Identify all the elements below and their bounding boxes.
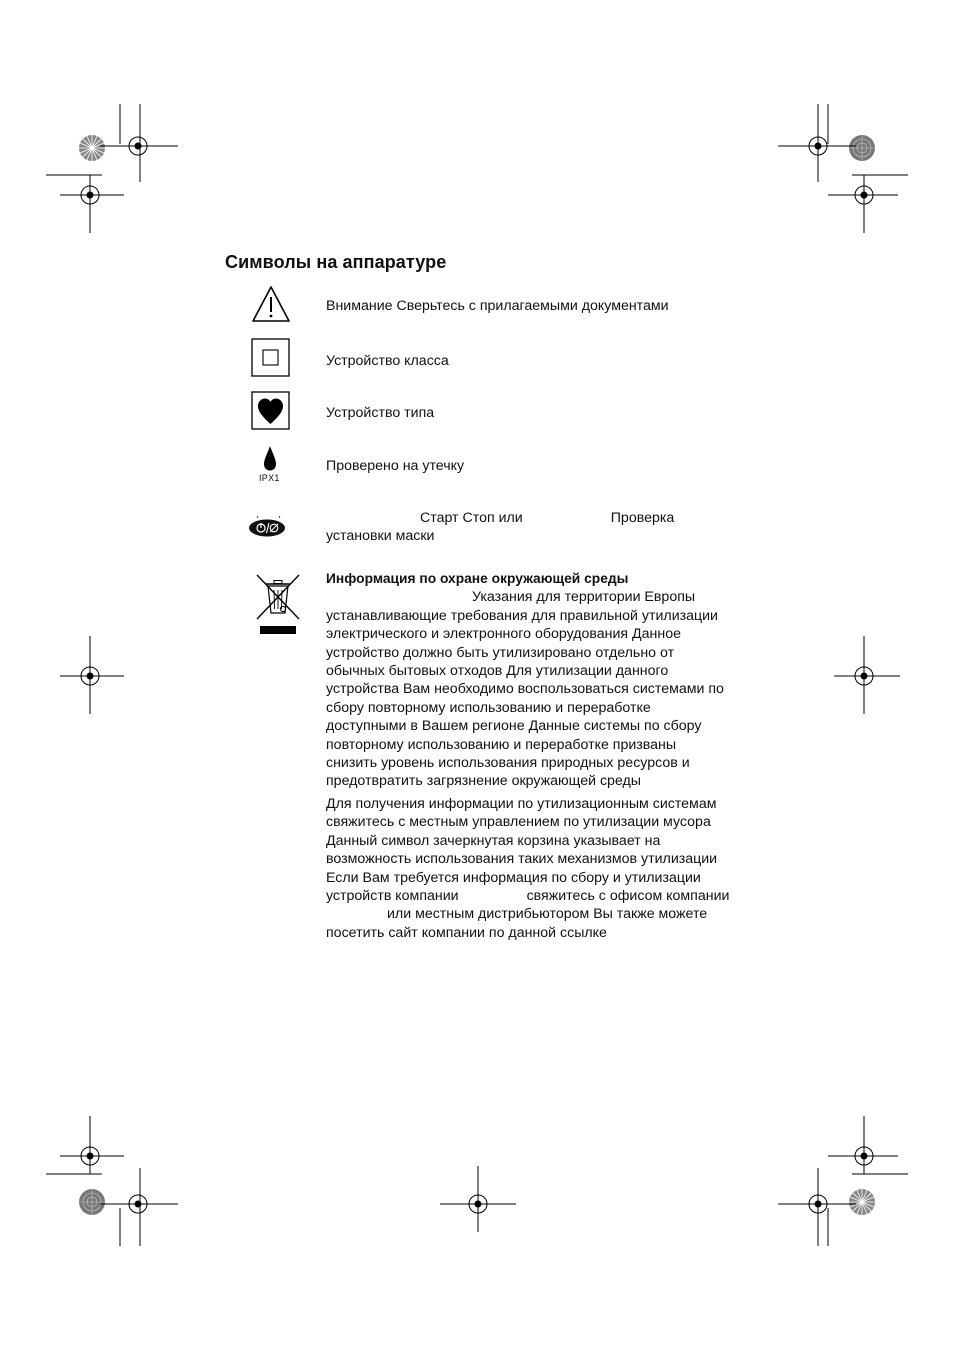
symbol-description — [326, 509, 756, 545]
class-device-square-icon — [251, 338, 290, 382]
crossed-bin-icon — [255, 573, 301, 642]
start-stop-label: Старт Стоп или — [420, 510, 523, 526]
mask-setup-label: установки маски — [326, 528, 435, 544]
ipx-label: IPX1 — [259, 473, 280, 483]
crosshair-mark — [100, 1168, 180, 1248]
crosshair-mark — [778, 1168, 858, 1248]
ipx1-drop-icon — [257, 444, 287, 491]
symbol-description: Устройство типа — [326, 405, 435, 421]
crosshair-mark — [830, 636, 900, 716]
environment-paragraph-2: Для получения информации по утилизационным системам свяжитесь с местным управлением по утилизации мусора Данный символ зачеркнутая корзина указывает на возможность использования таких механизмов утилизации Если Вам требуется информация по сбору и утилизации устройств компании свяжитесь с офисом компании или местным дистрибьютором Вы также можете посетить сайт компании по данной ссылке — [326, 795, 730, 941]
crosshair-mark — [828, 155, 908, 235]
mask-check-label: Проверка — [610, 510, 675, 526]
symbol-description: Проверено на утечку — [326, 458, 465, 474]
environment-info — [326, 570, 756, 942]
environment-title: Информация по охране окружающей среды — [326, 571, 629, 586]
crosshair-mark — [60, 636, 130, 716]
section-heading: Символы на аппаратуре — [225, 252, 447, 272]
start-stop-button-icon — [248, 514, 288, 543]
warning-triangle-icon — [251, 285, 291, 328]
crosshair-mark — [46, 155, 126, 235]
environment-paragraph-1: Указания для территории Европы устанавливающие требования для правильной утилизации электрического и электронного оборудования Данное устройство должно быть утилизировано отдельно от обычных бытовых отходов Для утилизации данного устройства Вам необходимо воспользоваться системами по сбору повторному использованию и переработке доступными в Вашем регионе Данные системы по сбору повторному использованию и переработке призваны снизить уровень использования природных ресурсов и предотвратить загрязнение окружающей среды — [326, 589, 724, 790]
symbol-description: Внимание Сверьтесь с прилагаемыми документами — [326, 298, 669, 314]
symbol-description: Устройство класса — [326, 353, 449, 369]
heart-type-icon — [251, 391, 290, 435]
crosshair-mark — [440, 1166, 516, 1246]
